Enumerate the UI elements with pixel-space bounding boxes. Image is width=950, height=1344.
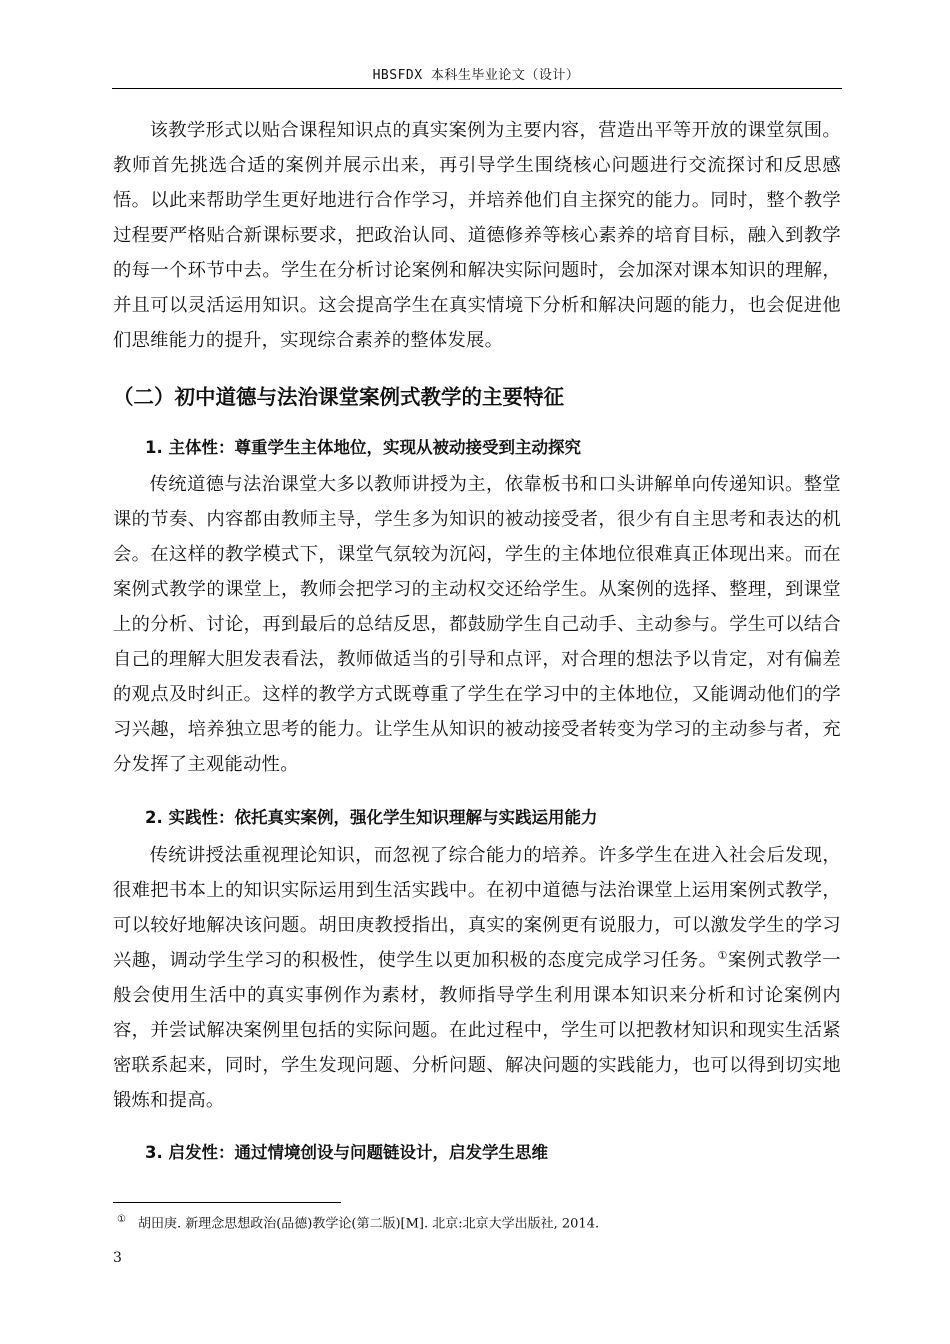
footnote-mark: ① [117, 1214, 126, 1225]
footnote-reference[interactable]: ① [717, 948, 728, 962]
footnote-text: 胡田庚. 新理念思想政治(品德)教学论(第二版)[M]. 北京:北京大学出版社, 2014. [137, 1216, 600, 1232]
paragraph-practice [113, 838, 841, 1118]
paragraph-3-part-2: 案例式教学一般会使用生活中的真实事例作为素材，教师指导学生利用课本知识来分析和讨论案例内容，并尝试解决案例里包括的实际问题。在此过程中，学生可以把教材知识和现实生活紧密联系起来，同时，学生发现问题、分析问题、解决问题的实践能力，也可以得到切实地锻炼和提高。 [113, 950, 841, 1111]
paragraph-3-part-1: 传统讲授法重视理论知识，而忽视了综合能力的培养。许多学生在进入社会后发现，很难把书本上的知识实际运用到生活实践中。在初中道德与法治课堂上运用案例式教学，可以较好地解决该问题。胡田庚教授指出，真实的案例更有说服力，可以激发学生的学习兴趣，调动学生学习的积极性，使学生以更加积极的态度完成学习任务。 [113, 845, 841, 971]
page-number: 3 [113, 1250, 122, 1266]
paragraph-3 [113, 838, 841, 1118]
paragraph-1: 该教学形式以贴合课程知识点的真实案例为主要内容，营造出平等开放的课堂氛围。教师首先挑选合适的案例并展示出来，再引导学生围绕核心问题进行交流探讨和反思感悟。以此来帮助学生更好地进行合作学习，并培养他们自主探究的能力。同时，整个教学过程要严格贴合新课标要求，把政治认同、道德修养等核心素养的培育目标，融入到教学的每一个环节中去。学生在分析讨论案例和解决实际问题时，会加深对课本知识的理解，并且可以灵活运用知识。这会提高学生在真实情境下分析和解决问题的能力，也会促进他们思维能力的提升，实现综合素养的整体发展。 [113, 120, 841, 351]
subheading-2: 2. 实践性：依托真实案例，强化学生知识理解与实践运用能力 [145, 808, 598, 827]
section-heading-2: （二）初中道德与法治课堂案例式教学的主要特征 [113, 385, 564, 409]
subheading-3: 3. 启发性：通过情境创设与问题链设计，启发学生思维 [145, 1143, 548, 1162]
paragraph-intro [113, 113, 841, 358]
header-rule [112, 88, 842, 89]
running-header: HBSFDX 本科生毕业论文（设计） [372, 68, 580, 83]
footnote-separator [113, 1202, 341, 1203]
subheading-1: 1. 主体性：尊重学生主体地位，实现从被动接受到主动探究 [145, 438, 581, 457]
footnote [113, 1210, 841, 1234]
paragraph-2: 传统道德与法治课堂大多以教师讲授为主，依靠板书和口头讲解单向传递知识。整堂课的节奏、内容都由教师主导，学生多为知识的被动接受者，很少有自主思考和表达的机会。在这样的教学模式下，课堂气氛较为沉闷，学生的主体地位很难真正体现出来。而在案例式教学的课堂上，教师会把学习的主动权交还给学生。从案例的选择、整理，到课堂上的分析、讨论，再到最后的总结反思，都鼓励学生自己动手、主动参与。学生可以结合自己的理解大胆发表看法，教师做适当的引导和点评，对合理的想法予以肯定，对有偏差的观点及时纠正。这样的教学方式既尊重了学生在学习中的主体地位，又能调动他们的学习兴趣，培养独立思考的能力。让学生从知识的被动接受者转变为学习的主动参与者，充分发挥了主观能动性。 [113, 474, 841, 775]
paragraph-subjectivity [113, 467, 841, 782]
